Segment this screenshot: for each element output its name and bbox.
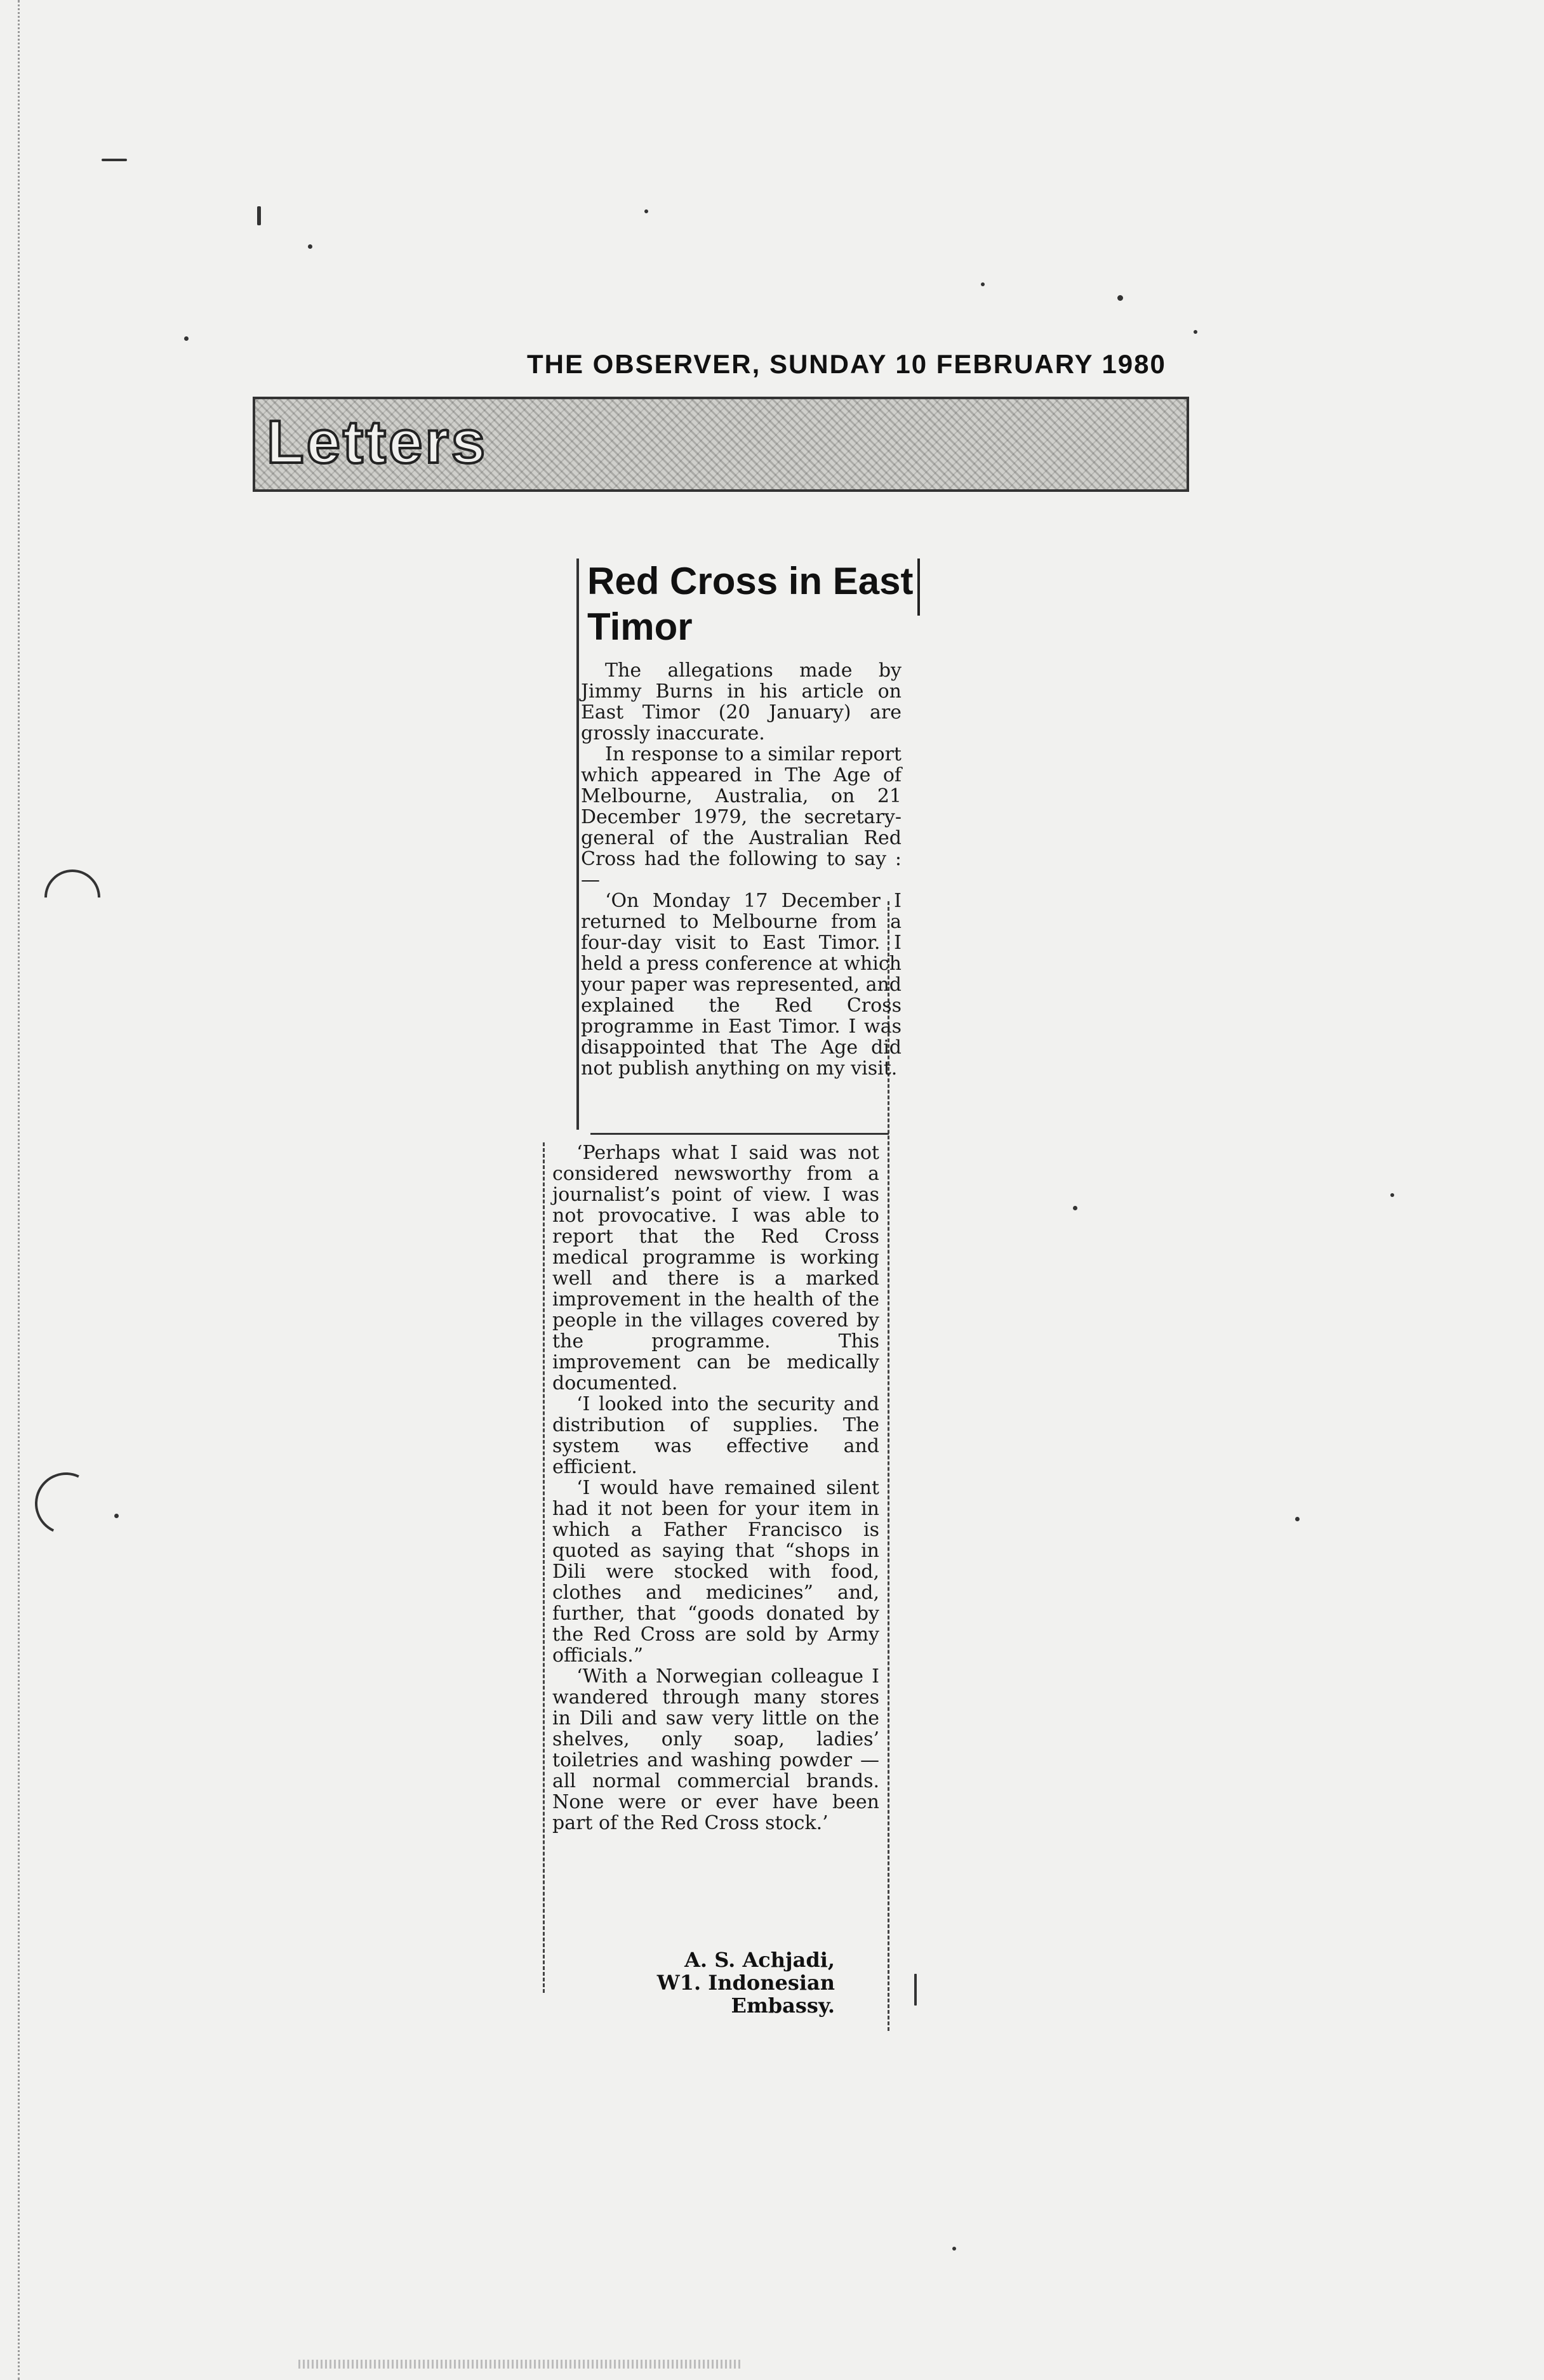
article-paragraph: In response to a similar report which appeared in The Age of Melbourne, Australia, on 21 December 1979, the secretary-general of the Australian Red Cross had the following to say :—: [581, 743, 902, 891]
scan-speck: [102, 159, 127, 161]
article-paragraph: ‘With a Norwegian colleague I wandered through many stores in Dili and saw very little on the shelves, only soap, ladies’ toiletries and washing powder — all normal commercial brands. None were or ever have been part of the Red Cross stock.’: [552, 1665, 879, 1834]
letters-banner: [253, 397, 1189, 492]
scan-speck: [914, 1974, 917, 2006]
scan-speck: [257, 206, 261, 225]
article-body-part2: [552, 1142, 879, 1834]
column-divider: [590, 1133, 889, 1135]
scan-speck: [1390, 1193, 1394, 1197]
scan-arc-mark: [33, 858, 112, 937]
scan-speck: [644, 209, 648, 213]
scan-speck: [1117, 295, 1123, 301]
letter-signature: [552, 1948, 835, 2017]
article-paragraph: ‘I would have remained silent had it not been for your item in which a Father Francisco is quoted as saying that “shops in Dili were stocked with food, clothes and medicines” and, further, that “goods donated by the Red Cross are sold by Army officials.”: [552, 1477, 879, 1667]
article-paragraph: ‘Perhaps what I said was not considered newsworthy from a journalist’s point of view. I was not provocative. I was able to report that the Red Cross medical programme is working well and there is a marked improvement in the health of the people in the villages covered by the programme. This improvement can be medically documented.: [552, 1142, 879, 1394]
scan-speck: [1073, 1206, 1077, 1210]
article-paragraph: The allegations made by Jimmy Burns in his article on East Timor (20 January) are grossly inaccurate.: [581, 659, 902, 744]
scan-edge-dots: [18, 0, 20, 2380]
scan-noise-strip: [298, 2360, 743, 2369]
scan-speck: [184, 336, 189, 341]
scan-speck: [308, 244, 312, 249]
scan-speck: [952, 2247, 956, 2251]
scan-speck: [114, 1514, 119, 1518]
article-paragraph: ‘On Monday 17 December I returned to Melbourne from a four-day visit to East Timor. I held a press conference at which your paper was represented, and explained the Red Cross programme in East Timor. I was disappointed that The Age did not publish anything on my visit.: [581, 890, 902, 1080]
article-headline: Red Cross in East Timor: [587, 560, 914, 648]
section-label: Letters: [267, 408, 488, 476]
clipping-rule: [543, 1142, 545, 1993]
signature-name: A. S. Achjadi,: [684, 1948, 835, 1972]
article-body-part1: [581, 660, 902, 1079]
scan-speck: [1194, 330, 1197, 334]
scan-speck: [1295, 1517, 1300, 1521]
article-paragraph: ‘I looked into the security and distribution of supplies. The system was effective and efficient.: [552, 1393, 879, 1478]
clipping-rule: [576, 559, 579, 1130]
signature-affiliation: W1. Indonesian Embassy.: [656, 1971, 835, 2018]
clipping-rule: [917, 559, 920, 616]
scan-speck: [981, 282, 985, 286]
masthead: THE OBSERVER, SUNDAY 10 FEBRUARY 1980: [527, 349, 1166, 379]
scan-arc-mark: [26, 1464, 106, 1544]
